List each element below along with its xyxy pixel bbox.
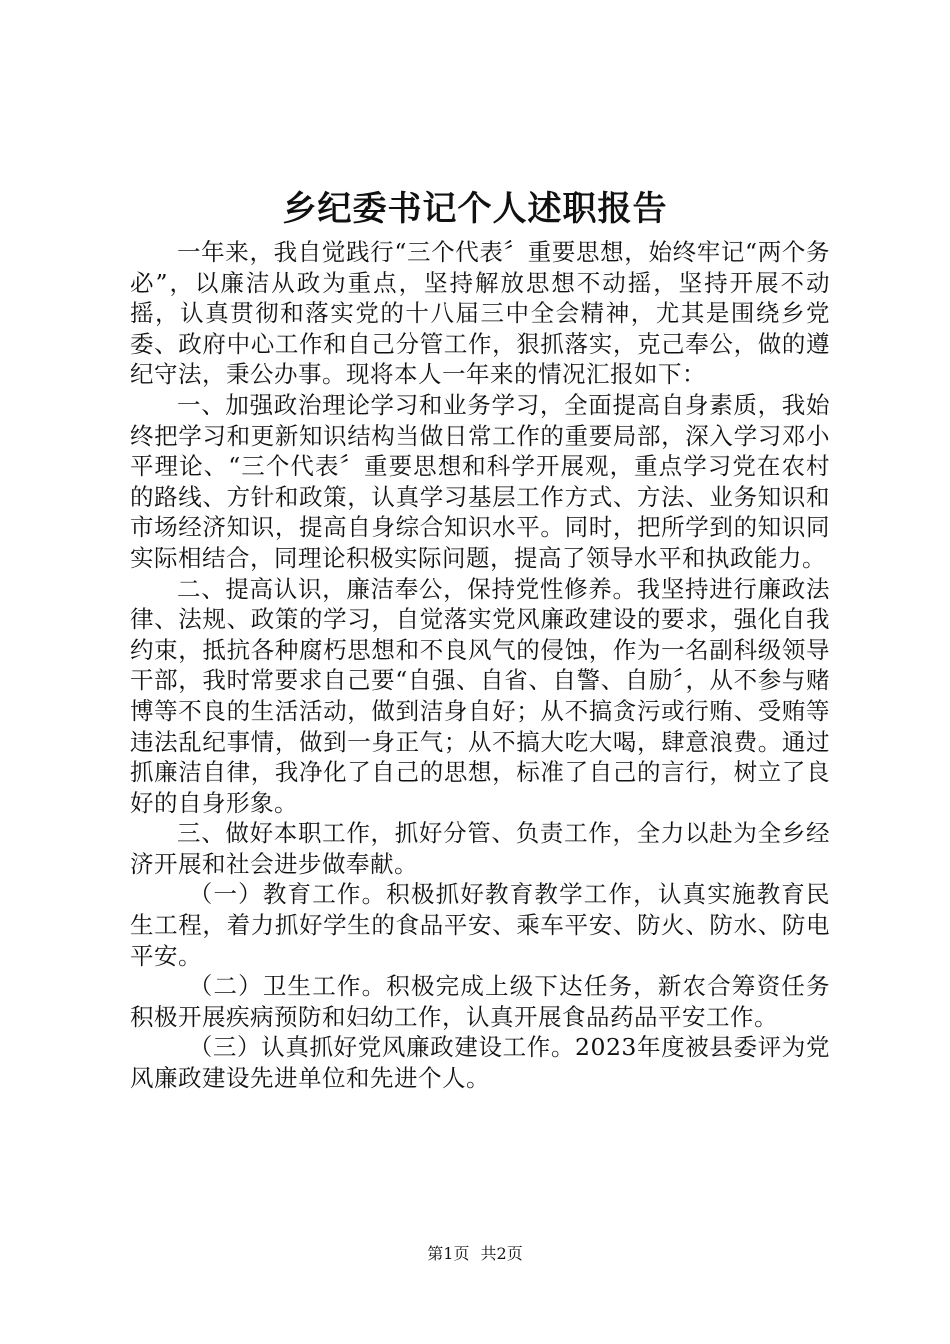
paragraph-section-3: 三、做好本职工作，抓好分管、负责工作，全力以赴为全乡经济开展和社会进步做奉献。 (130, 819, 830, 878)
page-number-current: 第1页 (427, 1244, 470, 1263)
paragraph-subsection-3: （三）认真抓好党风廉政建设工作。2023年度被县委评为党风廉政建设先进单位和先进个人。 (130, 1033, 830, 1093)
document-title: 乡纪委书记个人述职报告 (282, 189, 668, 229)
paragraph-subsection-1: （一）教育工作。积极抓好教育教学工作，认真实施教育民生工程，着力抓好学生的食品平安、乘车平安、防火、防水、防电平安。 (130, 880, 830, 970)
paragraph-section-2: 二、提高认识，廉洁奉公，保持党性修养。我坚持进行廉政法律、法规、政策的学习，自觉落实党风廉政建设的要求，强化自我约束，抵抗各种腐朽思想和不良风气的侵蚀，作为一名副科级领导干部，我时常要求自己要“自强、自省、自警、自励〞，从不参与赌博等不良的生活活动，做到洁身自好；从不搞贪污或行贿、受贿等违法乱纪事情，做到一身正气；从不搞大吃大喝，肆意浪费。通过抓廉洁自律，我净化了自己的思想，标准了自己的言行，树立了良好的自身形象。 (130, 574, 830, 817)
page-number-total: 共2页 (480, 1244, 523, 1263)
paragraph-subsection-2: （二）卫生工作。积极完成上级下达任务，新农合筹资任务积极开展疾病预防和妇幼工作，认真开展食品药品平安工作。 (130, 972, 830, 1031)
paragraph-section-1: 一、加强政治理论学习和业务学习，全面提高自身素质，我始终把学习和更新知识结构当做日常工作的重要局部，深入学习邓小平理论、“三个代表〞重要思想和科学开展观，重点学习党在农村的路线、方针和政策，认真学习基层工作方式、方法、业务知识和市场经济知识，提高自身综合知识水平。同时，把所学到的知识同实际相结合，同理论积极实际问题，提高了领导水平和执政能力。 (130, 390, 830, 572)
paragraph-intro: 一年来，我自觉践行“三个代表〞重要思想，始终牢记“两个务必”，以廉洁从政为重点，坚持解放思想不动摇，坚持开展不动摇，认真贯彻和落实党的十八届三中全会精神，尤其是围绕乡党委、政府中心工作和自己分管工作，狠抓落实，克己奉公，做的遵纪守法，秉公办事。现将本人一年来的情况汇报如下： (130, 238, 830, 389)
page-footer (0, 1244, 950, 1264)
document-body (130, 237, 830, 1094)
